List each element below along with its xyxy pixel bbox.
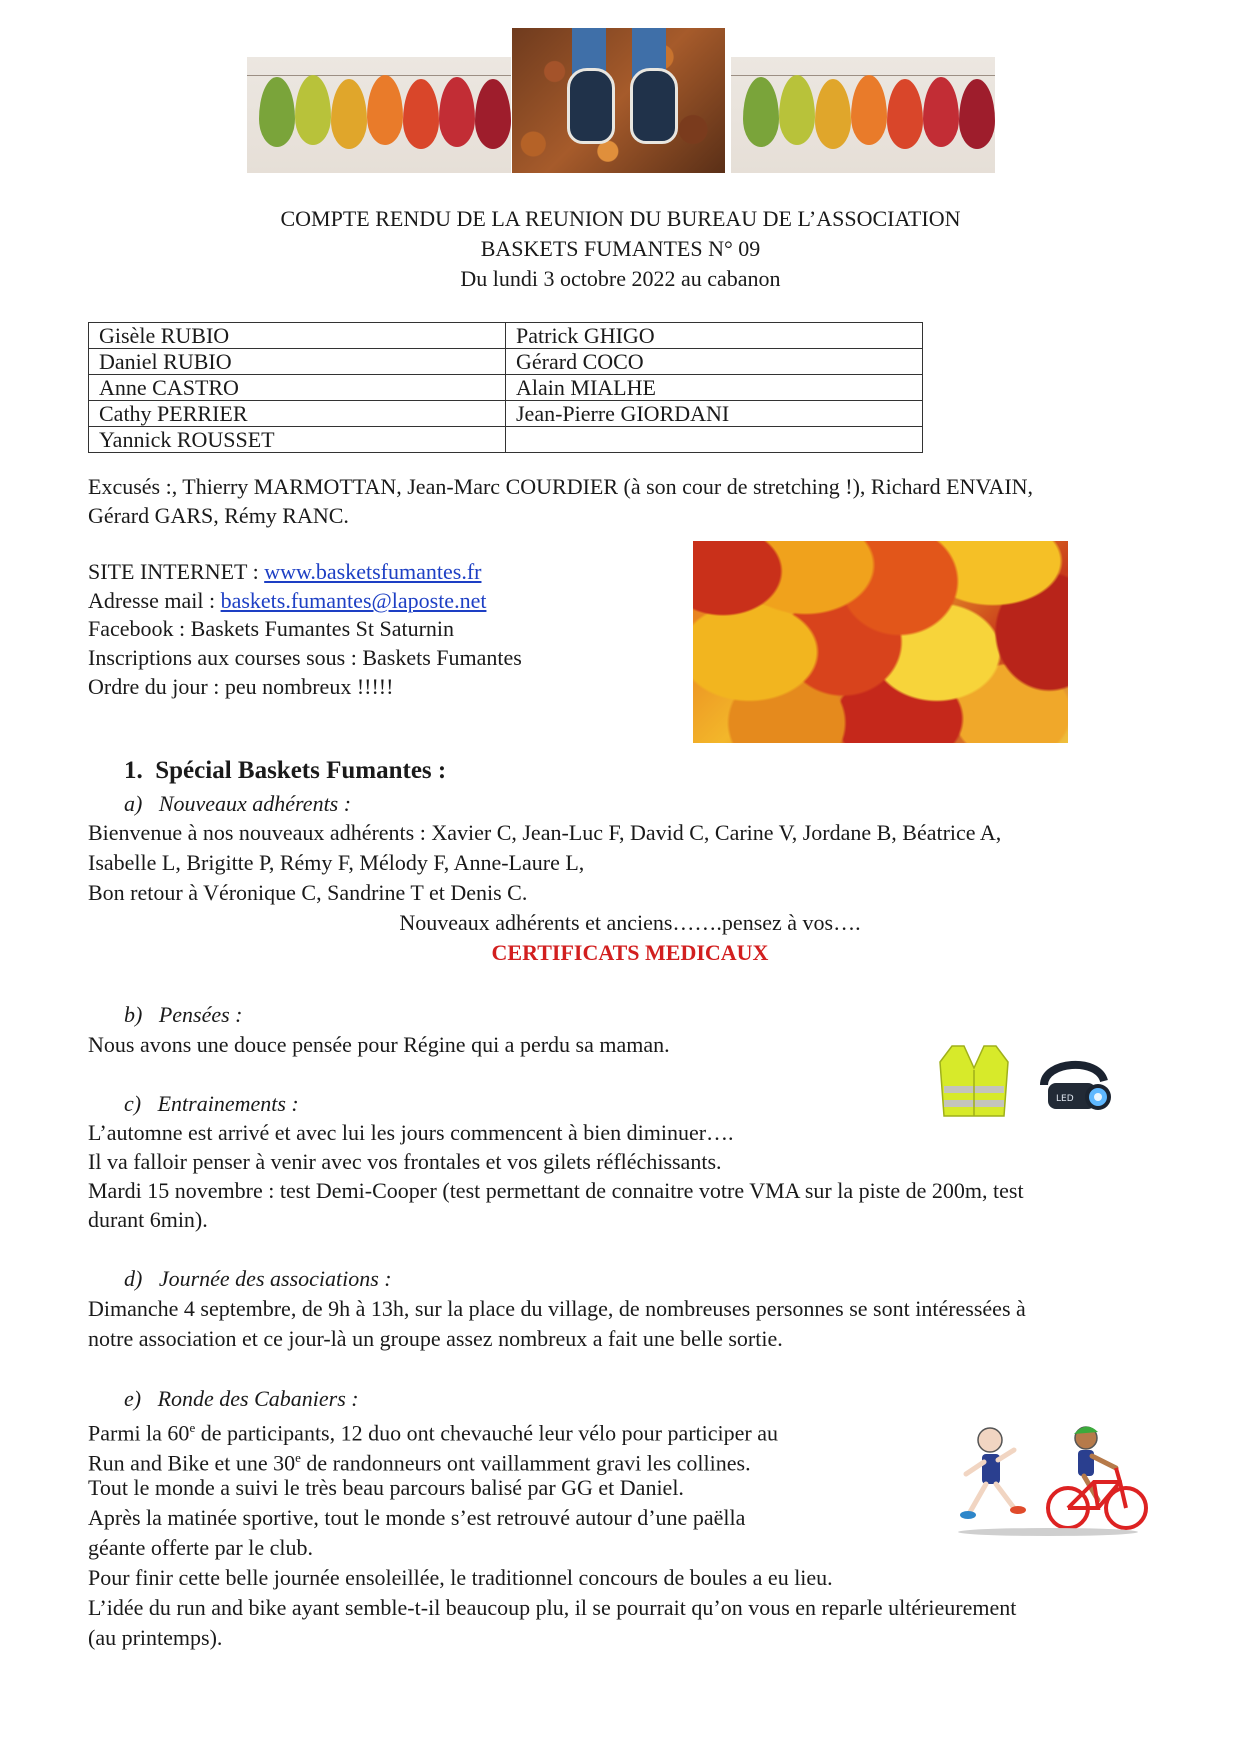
- d-line-2: notre association et ce jour-là un groupe assez nombreux a fait une belle sortie.: [88, 1326, 783, 1351]
- subsection-title: Entrainements :: [157, 1091, 299, 1116]
- subsection-e-heading: [124, 1384, 359, 1413]
- a-line-3: Bon retour à Véronique C, Sandrine T et Denis C.: [88, 880, 528, 905]
- section-1-heading: [124, 756, 446, 785]
- b-line-1: Nous avons une douce pensée pour Régine qui a perdu sa maman.: [88, 1032, 670, 1057]
- subsection-b-heading: [124, 1000, 243, 1029]
- excuses-line-1: Excusés :, Thierry MARMOTTAN, Jean-Marc COURDIER (à son cour de stretching !), Richard ENVAIN,: [88, 474, 1034, 499]
- headlamp-image: [1038, 1055, 1120, 1117]
- table-row: [89, 427, 923, 453]
- e-line-6: Pour finir cette belle journée ensoleillée, le traditionnel concours de boules a eu lieu.: [88, 1565, 833, 1590]
- e-line-1: Parmi la 60e de participants, 12 duo ont chevauché leur vélo pour participer au: [88, 1420, 779, 1446]
- site-link[interactable]: www.basketsfumantes.fr: [264, 559, 482, 584]
- ordre-line: Ordre du jour : peu nombreux !!!!!: [88, 674, 394, 699]
- c-line-2: Il va falloir penser à venir avec vos frontales et vos gilets réfléchissants.: [88, 1149, 722, 1174]
- table-row: [89, 323, 923, 349]
- certificats-medicaux: CERTIFICATS MEDICAUX: [491, 940, 769, 965]
- subsection-label: c): [124, 1091, 142, 1116]
- table-row: [89, 401, 923, 427]
- d-line-1: Dimanche 4 septembre, de 9h à 13h, sur la place du village, de nombreuses personnes se sont intéressées à: [88, 1296, 1026, 1321]
- run-and-bike-cartoon: [948, 1416, 1148, 1541]
- e-line-4: Après la matinée sportive, tout le monde s’est retrouvé autour d’une paëlla: [88, 1505, 746, 1530]
- e-line-3: Tout le monde a suivi le très beau parcours balisé par GG et Daniel.: [88, 1475, 684, 1500]
- a-line-2: Isabelle L, Brigitte P, Rémy F, Mélody F, Anne-Laure L,: [88, 850, 585, 875]
- mail-label: Adresse mail :: [88, 588, 221, 613]
- attendee-cell: Daniel RUBIO: [89, 349, 506, 375]
- attendees-table: [88, 322, 923, 453]
- attendee-cell: Yannick ROUSSET: [89, 427, 506, 453]
- attendee-cell: Gisèle RUBIO: [89, 323, 506, 349]
- attendee-cell: Jean-Pierre GIORDANI: [506, 401, 923, 427]
- c-line-3: Mardi 15 novembre : test Demi-Cooper (test permettant de connaitre votre VMA sur la piste de 200m, test: [88, 1178, 1024, 1203]
- attendee-cell: Anne CASTRO: [89, 375, 506, 401]
- mail-link[interactable]: baskets.fumantes@laposte.net: [220, 588, 487, 613]
- section-title: Spécial Baskets Fumantes :: [155, 757, 447, 784]
- subsection-title: Nouveaux adhérents :: [158, 791, 352, 816]
- excuses-line-2: Gérard GARS, Rémy RANC.: [88, 503, 349, 528]
- subsection-label: d): [124, 1266, 143, 1291]
- section-number: 1.: [124, 757, 143, 784]
- attendee-cell: Cathy PERRIER: [89, 401, 506, 427]
- facebook-line: Facebook : Baskets Fumantes St Saturnin: [88, 616, 455, 641]
- table-row: [89, 375, 923, 401]
- subsection-label: b): [124, 1002, 143, 1027]
- mail-address: [88, 586, 486, 615]
- inscriptions-line: Inscriptions aux courses sous : Baskets Fumantes: [88, 645, 522, 670]
- title-line-1: COMPTE RENDU DE LA REUNION DU BUREAU DE L’ASSOCIATION: [280, 206, 961, 231]
- attendee-cell: Patrick GHIGO: [506, 323, 923, 349]
- leaves-banner-left: [247, 57, 511, 173]
- e-line-5: géante offerte par le club.: [88, 1535, 313, 1560]
- c-line-1: L’automne est arrivé et avec lui les jours commencent à bien diminuer….: [88, 1120, 734, 1145]
- e-line-8: (au printemps).: [88, 1625, 223, 1650]
- subsection-c-heading: [124, 1089, 299, 1118]
- subsection-d-heading: [124, 1264, 392, 1293]
- attendee-cell: Gérard COCO: [506, 349, 923, 375]
- title-line-2: BASKETS FUMANTES N° 09: [480, 236, 761, 261]
- autumn-leaves-photo: [693, 541, 1068, 743]
- title-line-3: Du lundi 3 octobre 2022 au cabanon: [460, 266, 781, 291]
- subsection-a-heading: [124, 789, 351, 818]
- e-line-2: Run and Bike et une 30e de randonneurs ont vaillamment gravi les collines.: [88, 1450, 751, 1476]
- subsection-label: a): [124, 791, 143, 816]
- a-line-4: Nouveaux adhérents et anciens…….pensez à vos….: [399, 910, 861, 935]
- site-label: SITE INTERNET :: [88, 559, 265, 584]
- leaves-banner-right: [731, 57, 995, 173]
- a-line-1: Bienvenue à nos nouveaux adhérents : Xavier C, Jean-Luc F, David C, Carine V, Jordane B, Béatrice A,: [88, 820, 1002, 845]
- subsection-label: e): [124, 1386, 142, 1411]
- table-row: [89, 349, 923, 375]
- c-line-4: durant 6min).: [88, 1207, 208, 1232]
- site-internet: [88, 557, 481, 586]
- attendee-cell: [506, 427, 923, 453]
- reflective-vest-image: [938, 1042, 1010, 1120]
- e-line-7: L’idée du run and bike ayant semble-t-il beaucoup plu, il se pourrait qu’on vous en reparle ultérieurement: [88, 1595, 1017, 1620]
- svg-text:LED: LED: [1056, 1094, 1074, 1104]
- attendee-cell: Alain MIALHE: [506, 375, 923, 401]
- subsection-title: Journée des associations :: [158, 1266, 392, 1291]
- subsection-title: Pensées :: [158, 1002, 243, 1027]
- sneakers-photo: [512, 28, 725, 173]
- subsection-title: Ronde des Cabaniers :: [157, 1386, 359, 1411]
